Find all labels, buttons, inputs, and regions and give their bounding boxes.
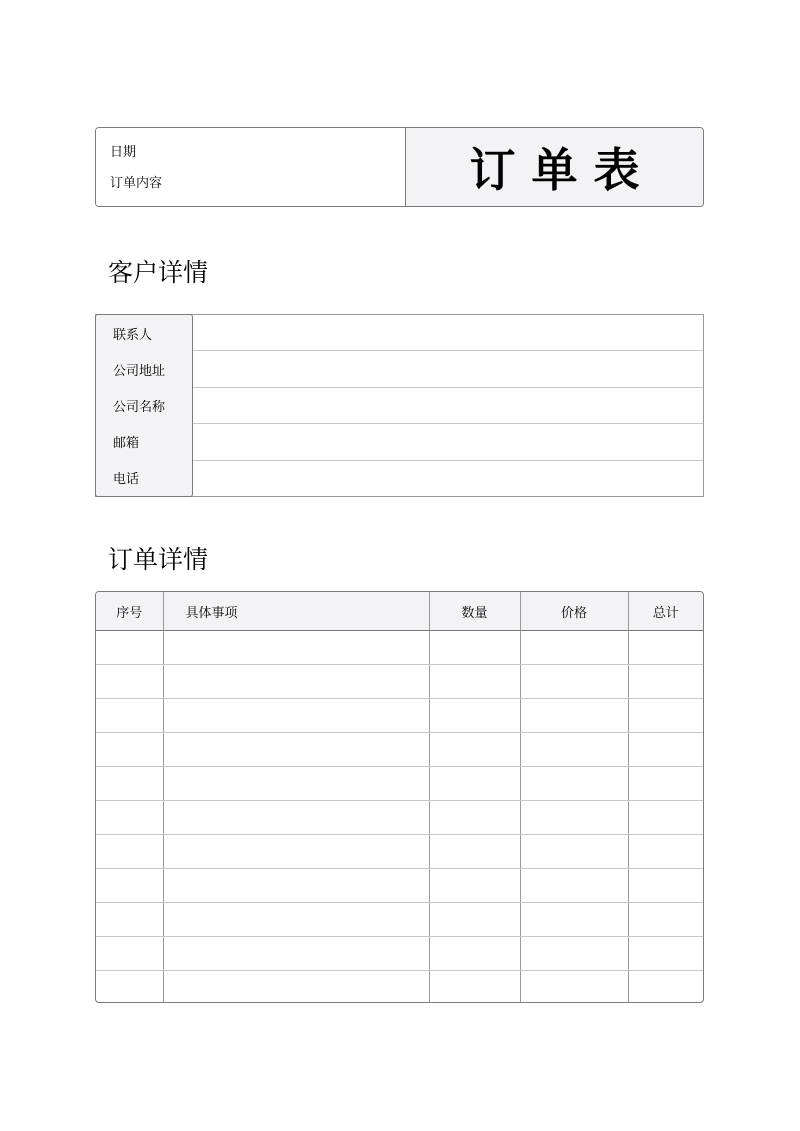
index-cell[interactable] <box>96 937 163 971</box>
phone-field[interactable] <box>193 461 703 496</box>
quantity-cell[interactable] <box>429 971 520 1004</box>
total-cell[interactable] <box>628 869 703 903</box>
order-header <box>95 127 704 207</box>
date-label: 日期 <box>110 145 137 160</box>
col-header-quantity: 数量 <box>429 592 520 631</box>
table-row <box>96 733 703 767</box>
price-cell[interactable] <box>520 801 628 835</box>
table-row <box>96 699 703 733</box>
table-row <box>96 971 703 1004</box>
phone-label: 电话 <box>113 472 140 488</box>
page-title: 订单表 <box>469 143 656 197</box>
price-cell[interactable] <box>520 767 628 801</box>
email-field[interactable] <box>193 424 703 460</box>
order-details-table <box>95 591 704 1003</box>
item-cell[interactable] <box>163 733 429 767</box>
company-address-field[interactable] <box>193 351 703 387</box>
total-cell[interactable] <box>628 631 703 665</box>
col-header-item: 具体事项 <box>163 592 429 631</box>
customer-details-table <box>95 314 704 497</box>
table-row <box>96 937 703 971</box>
customer-label-column <box>95 314 193 497</box>
index-cell[interactable] <box>96 903 163 937</box>
company-name-field[interactable] <box>193 388 703 424</box>
index-cell[interactable] <box>96 869 163 903</box>
price-cell[interactable] <box>520 869 628 903</box>
quantity-cell[interactable] <box>429 767 520 801</box>
index-cell[interactable] <box>96 835 163 869</box>
company-name-label: 公司名称 <box>113 400 166 415</box>
customer-value-column <box>193 315 703 496</box>
item-cell[interactable] <box>163 665 429 699</box>
index-cell[interactable] <box>96 767 163 801</box>
col-header-index: 序号 <box>96 592 163 631</box>
table-row <box>96 869 703 903</box>
quantity-cell[interactable] <box>429 699 520 733</box>
quantity-cell[interactable] <box>429 733 520 767</box>
contact-label: 联系人 <box>113 327 153 343</box>
total-cell[interactable] <box>628 665 703 699</box>
total-cell[interactable] <box>628 937 703 971</box>
content-label: 订单内容 <box>110 176 163 191</box>
table-row <box>96 665 703 699</box>
customer-section-heading: 客户详情 <box>108 258 209 287</box>
price-cell[interactable] <box>520 699 628 733</box>
quantity-cell[interactable] <box>429 937 520 971</box>
item-cell[interactable] <box>163 699 429 733</box>
table-row <box>96 835 703 869</box>
col-header-price: 价格 <box>520 592 628 631</box>
item-cell[interactable] <box>163 971 429 1004</box>
index-cell[interactable] <box>96 733 163 767</box>
total-cell[interactable] <box>628 971 703 1004</box>
total-cell[interactable] <box>628 699 703 733</box>
price-cell[interactable] <box>520 631 628 665</box>
item-cell[interactable] <box>163 869 429 903</box>
title-area <box>406 128 703 206</box>
col-header-total: 总计 <box>628 592 703 631</box>
price-cell[interactable] <box>520 733 628 767</box>
total-cell[interactable] <box>628 801 703 835</box>
table-row <box>96 903 703 937</box>
table-row <box>96 767 703 801</box>
index-cell[interactable] <box>96 631 163 665</box>
order-section-heading: 订单详情 <box>108 545 209 574</box>
table-row <box>96 801 703 835</box>
price-cell[interactable] <box>520 835 628 869</box>
index-cell[interactable] <box>96 665 163 699</box>
price-cell[interactable] <box>520 903 628 937</box>
total-cell[interactable] <box>628 835 703 869</box>
order-table-body <box>96 631 703 1004</box>
total-cell[interactable] <box>628 903 703 937</box>
index-cell[interactable] <box>96 971 163 1004</box>
item-cell[interactable] <box>163 767 429 801</box>
item-cell[interactable] <box>163 903 429 937</box>
quantity-cell[interactable] <box>429 835 520 869</box>
email-label: 邮箱 <box>113 436 140 452</box>
header-info <box>96 128 406 206</box>
price-cell[interactable] <box>520 937 628 971</box>
item-cell[interactable] <box>163 937 429 971</box>
contact-field[interactable] <box>193 315 703 351</box>
item-cell[interactable] <box>163 631 429 665</box>
company-address-label: 公司地址 <box>113 363 166 379</box>
order-table-header <box>96 592 703 631</box>
total-cell[interactable] <box>628 767 703 801</box>
item-cell[interactable] <box>163 801 429 835</box>
index-cell[interactable] <box>96 699 163 733</box>
quantity-cell[interactable] <box>429 665 520 699</box>
price-cell[interactable] <box>520 665 628 699</box>
quantity-cell[interactable] <box>429 801 520 835</box>
table-row <box>96 631 703 665</box>
total-cell[interactable] <box>628 733 703 767</box>
quantity-cell[interactable] <box>429 869 520 903</box>
quantity-cell[interactable] <box>429 631 520 665</box>
index-cell[interactable] <box>96 801 163 835</box>
quantity-cell[interactable] <box>429 903 520 937</box>
item-cell[interactable] <box>163 835 429 869</box>
price-cell[interactable] <box>520 971 628 1004</box>
